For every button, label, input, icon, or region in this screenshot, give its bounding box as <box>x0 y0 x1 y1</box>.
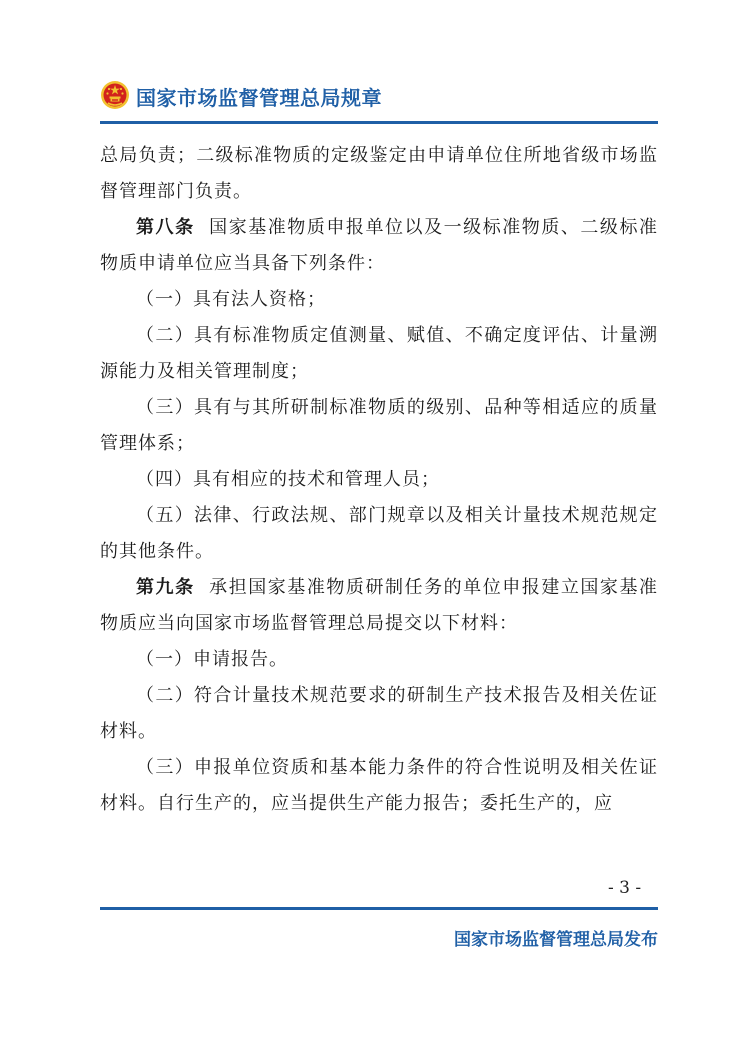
national-emblem-icon <box>100 80 130 110</box>
article-8-item-4: （四）具有相应的技术和管理人员； <box>136 469 440 490</box>
article-8 <box>100 210 658 282</box>
article-8-item-5: （五）法律、行政法规、部门规章以及相关计量技术规范规定的其他条件。 <box>100 505 658 562</box>
page-header <box>100 80 660 120</box>
footer-divider <box>100 907 658 910</box>
article-8-item-2: （二）具有标准物质定值测量、赋值、不确定度评估、计量溯源能力及相关管理制度； <box>100 325 658 382</box>
article-9-item-3: （三）申报单位资质和基本能力条件的符合性说明及相关佐证材料。自行生产的，应当提供生产能力报告；委托生产的，应 <box>100 757 658 814</box>
article-9-label: 第九条 <box>136 577 195 598</box>
header-title: 国家市场监督管理总局规章 <box>136 86 382 110</box>
footer-publisher: 国家市场监督管理总局发布 <box>454 930 658 950</box>
article-9-item-1: （一）申请报告。 <box>136 649 288 670</box>
header-divider <box>100 121 658 124</box>
page-number: - 3 - <box>608 878 642 898</box>
article-8-text: 国家基准物质申报单位以及一级标准物质、二级标准物质申请单位应当具备下列条件： <box>100 217 659 274</box>
article-9-item-2: （二）符合计量技术规范要求的研制生产技术报告及相关佐证材料。 <box>100 685 658 742</box>
article-9-text: 承担国家基准物质研制任务的单位申报建立国家基准物质应当向国家市场监督管理总局提交以下材料： <box>100 577 659 634</box>
document-body <box>100 138 658 822</box>
article-8-item-1: （一）具有法人资格； <box>136 289 326 310</box>
article-9 <box>100 570 658 642</box>
article-8-label: 第八条 <box>136 217 195 238</box>
paragraph-continuation: 总局负责；二级标准物质的定级鉴定由申请单位住所地省级市场监督管理部门负责。 <box>100 145 658 202</box>
article-8-item-3: （三）具有与其所研制标准物质的级别、品种等相适应的质量管理体系； <box>100 397 658 454</box>
